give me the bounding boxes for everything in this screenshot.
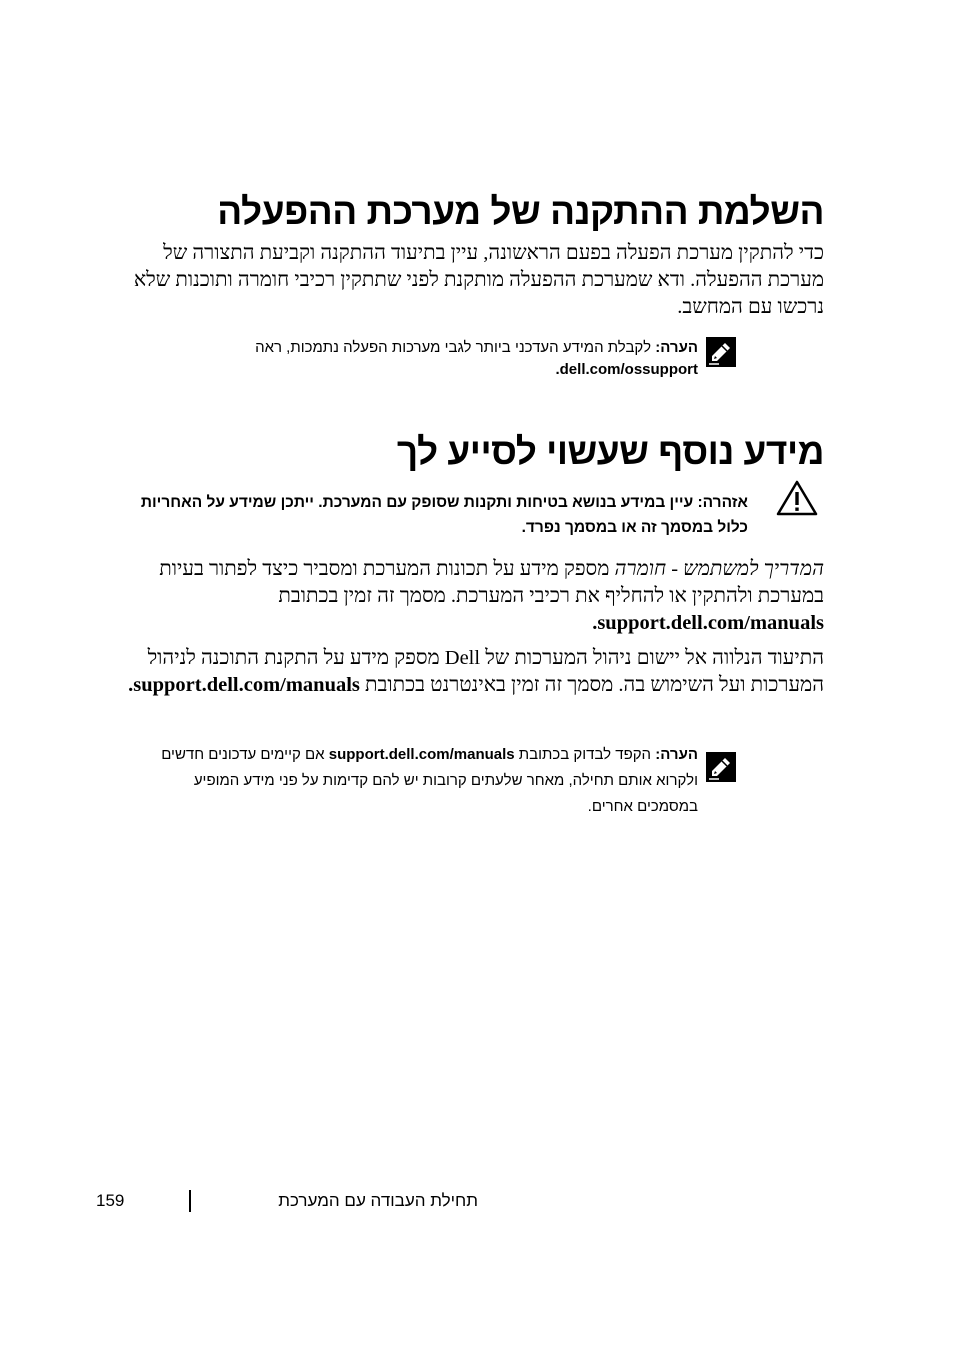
note-pencil-icon <box>706 337 736 367</box>
note-text-before: הקפד לבדוק בכתובת <box>518 746 652 763</box>
warning-label: אזהרה: <box>697 494 748 511</box>
manuals-link-1[interactable]: support.dell.com/manuals <box>597 612 824 634</box>
note-pencil-icon <box>706 752 736 782</box>
hardware-manual-text: מספק מידע על תכונות המערכת ומסביר כיצד לפתור בעיות במערכת ולהתקין או להחליף את רכיבי המערכת. מסמך זה זמין בכתובת <box>159 558 824 607</box>
systems-management-text: התיעוד הנלווה אל יישום ניהול המערכות של Dell מספק מידע על התקנת התוכנה לניהול המערכות ועל השימוש בה. מסמך זה זמין באינטרנט בכתובת <box>147 647 824 696</box>
note-text-after: אם קיימים עדכונים חדשים ולקרוא אותם תחילה, מאחר שלעתים קרובות יש להם קדימות על פני מידע המופיע במסמכים אחרים. <box>161 746 698 815</box>
warning-text: עיין במידע בנושא בטיחות ותקנות שסופק עם המערכת. ייתכן שמידע על האחריות כלול במסמך זה או במסמך נפרד. <box>140 494 748 536</box>
hardware-manual-title: המדריך למשתמש - חומרה <box>614 558 824 580</box>
os-setup-paragraph: כדי להתקין מערכת הפעלה בפעם הראשונה, עיין בתיעוד ההתקנה וקביעת התצורה של מערכת ההפעלה. ודא שמערכת ההפעלה מותקנת לפני שתתקין רכיבי חומרה ותוכנות שלא נרכשו עם המחשב. <box>133 242 824 318</box>
footer-divider <box>189 1190 191 1212</box>
section-heading-os-setup: השלמת ההתקנה של מערכת ההפעלה <box>217 191 824 232</box>
note-label: הערה: <box>655 746 698 763</box>
updates-note <box>142 742 698 820</box>
os-support-note <box>138 337 698 381</box>
manuals-link-2[interactable]: support.dell.com/manuals <box>133 674 360 696</box>
hardware-manual-paragraph <box>104 556 824 637</box>
note-period: . <box>555 361 560 378</box>
manuals-link-1-period: . <box>592 612 598 634</box>
section-heading-more-info: מידע נוסף שעשוי לסייע לך <box>396 431 824 472</box>
os-support-link[interactable]: dell.com/ossupport <box>559 361 698 378</box>
page-number: 159 <box>96 1191 125 1210</box>
footer-section-title: תחילת העבודה עם המערכת <box>278 1191 478 1210</box>
warning-triangle-icon <box>776 480 818 516</box>
note-label: הערה: <box>655 339 698 356</box>
manuals-link-2-period: . <box>128 674 134 696</box>
manuals-link-3[interactable]: support.dell.com/manuals <box>328 746 515 763</box>
systems-management-paragraph <box>104 645 824 699</box>
note-text: לקבלת המידע העדכני ביותר לגבי מערכות הפעלה נתמכות, ראה <box>255 339 652 356</box>
safety-warning <box>138 490 748 540</box>
